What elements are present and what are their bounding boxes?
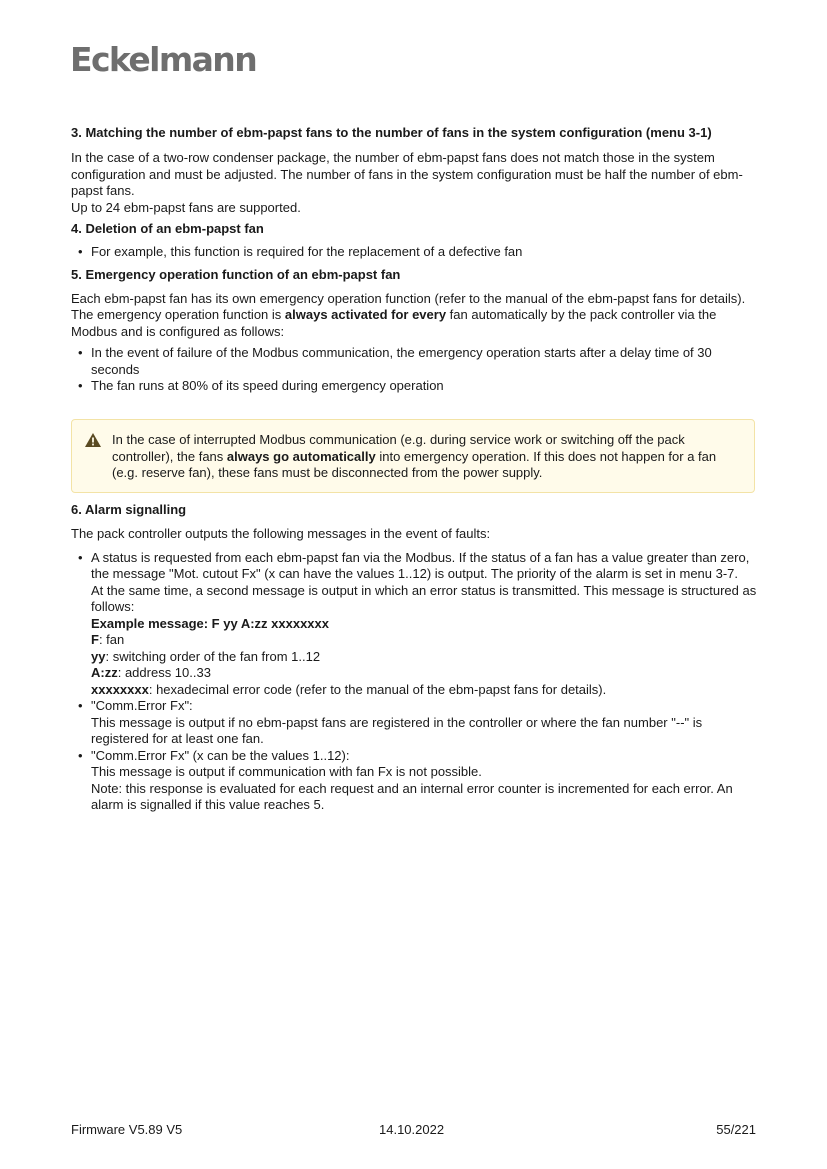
section-4-list — [71, 244, 757, 261]
warning-triangle-icon — [84, 432, 102, 448]
section-3-para2: Up to 24 ebm-papst fans are supported. — [71, 199, 301, 215]
footer-page-number: 55/221 — [716, 1122, 756, 1137]
section-6-list — [71, 550, 757, 814]
comm-error-title: • "Comm.Error Fx": — [91, 698, 193, 713]
section-5-paragraph — [71, 291, 757, 341]
field-f — [91, 632, 757, 649]
footer-date: 14.10.2022 — [379, 1122, 445, 1137]
warning-text — [112, 432, 742, 482]
field-f-value: : fan — [98, 632, 125, 647]
field-x — [91, 682, 757, 699]
field-yy — [91, 649, 757, 666]
field-x-value: : hexadecimal error code (refer to the manual of the ebm-papst fans for details). — [148, 681, 607, 697]
alarm-second-message-text: At the same time, a second message is output in which an error status is transmitted. This message is structured as follows: — [91, 582, 757, 614]
field-a — [91, 665, 757, 682]
list-item: • In the event of failure of the Modbus communication, the emergency operation starts after a delay time of 30 seconds — [71, 345, 757, 378]
warning-text-bold: always go automatically — [226, 448, 376, 464]
list-item — [71, 550, 757, 699]
example-message: Example message: F yy A:zz xxxxxxxx — [91, 615, 329, 631]
section-5-text-bold: always activated for every — [284, 307, 447, 322]
section-6-intro: The pack controller outputs the following messages in the event of faults: — [71, 526, 491, 541]
main-content — [71, 125, 757, 401]
section-6-heading: 6. Alarm signalling — [71, 502, 187, 517]
list-item — [71, 698, 757, 748]
warning-text-b: into emergency operation. If this does not happen for a fan (e.g. reserve fan), these fans must be disconnected from the power supply. — [112, 448, 717, 480]
field-a-value: : address 10..33 — [117, 665, 211, 680]
comm-error-text: This message is output if no ebm-papst fans are registered in the controller or where the fan number "--" is registered for at least one fan. — [91, 714, 703, 746]
section-3-para1: In the case of a two-row condenser package, the number of ebm-papst fans does not match those in the system configuration and must be adjusted. The number of fans in the system configuration must be half the number of ebm-papst fans. — [71, 150, 743, 198]
comm-error-fx-note: Note: this response is evaluated for each request and an internal error counter is incremented for each error. An alarm is signalled if this value reaches 5. — [91, 780, 733, 812]
list-item — [71, 748, 757, 814]
footer-firmware: Firmware V5.89 V5 — [71, 1122, 183, 1137]
warning-box — [71, 419, 755, 493]
section-5-heading: 5. Emergency operation function of an ebm-papst fan — [71, 266, 401, 282]
section-5-list — [71, 345, 757, 395]
section-5-text-a: Each ebm-papst fan has its own emergency operation function (refer to the manual of the ebm-papst fans for details). The emergency operation function is — [71, 290, 746, 322]
field-x-key: xxxxxxxx — [91, 681, 149, 697]
section-3-paragraph — [71, 150, 757, 216]
list-item: • For example, this function is required for the replacement of a defective fan — [71, 244, 757, 261]
field-yy-value: : switching order of the fan from 1..12 — [105, 648, 321, 664]
alarm-status-text: • A status is requested from each ebm-papst fan via the Modbus. If the status of a fan has a value greater than zero, the message "Mot. cutout Fx" (x can have the values 1..12) is output. The priority of the alarm is set in menu 3-7. — [91, 549, 750, 581]
field-yy-key: yy — [91, 648, 106, 664]
section-4-heading: 4. Deletion of an ebm-papst fan — [71, 221, 264, 236]
warning-text-a: In the case of interrupted Modbus communication (e.g. during service work or switching off the pack controller), the fans — [112, 432, 685, 464]
comm-error-fx-title: • "Comm.Error Fx" (x can be the values 1..12): — [91, 747, 350, 763]
section-5-text-b: fan automatically by the pack controller via the Modbus and is configured as follows: — [71, 307, 717, 339]
section-3-heading: 3. Matching the number of ebm-papst fans to the number of fans in the system configuration (menu 3-1) — [71, 125, 712, 140]
field-a-key: A:zz — [91, 665, 118, 680]
list-item: • The fan runs at 80% of its speed during emergency operation — [71, 378, 757, 395]
comm-error-fx-text: This message is output if communication with fan Fx is not possible. — [91, 764, 482, 779]
section-6 — [71, 502, 757, 820]
eckelmann-logo: Eckelmann — [70, 40, 257, 79]
field-f-key: F — [91, 632, 99, 647]
